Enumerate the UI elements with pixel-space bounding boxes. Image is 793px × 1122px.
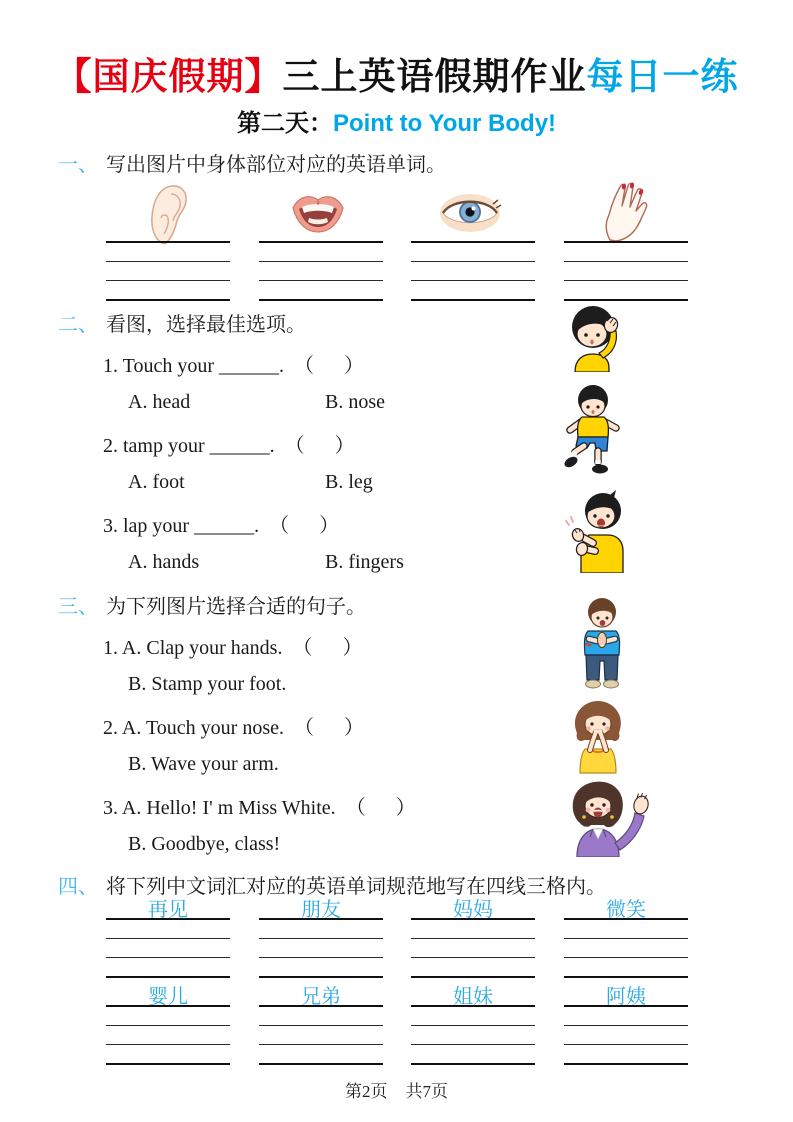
section-1-heading-text: 写出图片中身体部位对应的英语单词。 bbox=[106, 154, 446, 176]
option-b-text: B. leg bbox=[325, 471, 373, 493]
section-4-heading-text: 将下列中文词汇对应的英语单词规范地写在四线三格内。 bbox=[106, 876, 606, 898]
eye-illustration bbox=[438, 192, 502, 239]
option-a bbox=[128, 551, 199, 574]
writing-lines bbox=[411, 241, 535, 319]
writing-line bbox=[411, 280, 535, 299]
question-stem: lap your ______. bbox=[123, 515, 260, 537]
option-b-text: B. Goodbye, class! bbox=[128, 833, 281, 855]
question bbox=[103, 509, 339, 538]
question-number: 2. bbox=[103, 717, 118, 739]
boy-touching-head-illustration bbox=[566, 302, 626, 377]
option-a bbox=[128, 471, 185, 494]
mouth-illustration bbox=[289, 189, 347, 240]
teacher-waving-illustration bbox=[560, 777, 654, 862]
answer-parentheses: （ ） bbox=[292, 637, 363, 659]
answer-parentheses: （ ） bbox=[269, 515, 340, 537]
option-b-text: B. Wave your arm. bbox=[128, 753, 279, 775]
question-number: 3. bbox=[103, 797, 118, 819]
writing-line bbox=[564, 261, 688, 280]
page-footer bbox=[0, 1077, 793, 1102]
writing-line bbox=[564, 938, 688, 957]
writing-line bbox=[564, 1005, 688, 1025]
option-a-text: A. hands bbox=[128, 551, 200, 573]
writing-line bbox=[106, 938, 230, 957]
writing-line bbox=[411, 241, 535, 261]
writing-line bbox=[259, 261, 383, 280]
question-number: 2. bbox=[103, 435, 118, 457]
writing-line bbox=[106, 1044, 230, 1063]
question bbox=[103, 631, 362, 660]
option-b-text: B. nose bbox=[325, 391, 385, 413]
answer-parentheses: （ ） bbox=[345, 797, 416, 819]
section-3-marker: 三、 bbox=[58, 596, 98, 618]
subtitle-day-label: 第二天： bbox=[236, 110, 333, 137]
writing-line bbox=[259, 280, 383, 299]
subtitle-lesson-title: Point to Your Body! bbox=[332, 110, 557, 137]
writing-line bbox=[106, 1025, 230, 1044]
word-label-baby: 婴儿 bbox=[148, 986, 188, 1008]
question-stem: tamp your ______. bbox=[123, 435, 275, 457]
title-series-text: 每日一练 bbox=[586, 56, 739, 97]
girl-touching-nose-illustration bbox=[567, 697, 629, 782]
option-a-text: A. head bbox=[128, 391, 191, 413]
option-b bbox=[128, 673, 286, 696]
question-number: 1. bbox=[103, 355, 118, 377]
option-a-text: A. Touch your nose. bbox=[121, 717, 285, 739]
writing-line bbox=[259, 1005, 383, 1025]
section-2-marker: 二、 bbox=[58, 314, 98, 336]
section-1-marker: 一、 bbox=[58, 154, 98, 176]
option-a-text: A. Clap your hands. bbox=[121, 637, 283, 659]
section-2-heading-text: 看图，选择最佳选项。 bbox=[106, 314, 306, 336]
writing-line bbox=[564, 957, 688, 976]
section-3-heading-text: 为下列图片选择合适的句子。 bbox=[106, 596, 366, 618]
hand-illustration bbox=[597, 176, 651, 247]
option-b-text: B. fingers bbox=[325, 551, 404, 573]
writing-line bbox=[411, 1044, 535, 1063]
section-2-heading bbox=[58, 308, 306, 337]
writing-lines bbox=[564, 1005, 688, 1083]
section-1-heading bbox=[58, 148, 446, 177]
writing-line bbox=[106, 241, 230, 261]
section-4-marker: 四、 bbox=[58, 876, 98, 898]
page-subtitle bbox=[0, 103, 793, 138]
writing-line bbox=[411, 1025, 535, 1044]
writing-line bbox=[259, 1025, 383, 1044]
boy-stamping-foot-illustration bbox=[562, 384, 624, 479]
option-b bbox=[128, 753, 279, 776]
writing-lines bbox=[259, 1005, 383, 1083]
writing-line bbox=[411, 1005, 535, 1025]
writing-lines bbox=[411, 1005, 535, 1083]
writing-lines bbox=[106, 1005, 230, 1083]
option-b bbox=[325, 551, 404, 574]
question bbox=[103, 791, 416, 820]
option-a bbox=[128, 391, 190, 414]
writing-line bbox=[564, 241, 688, 261]
question bbox=[103, 349, 364, 378]
word-label-goodbye: 再见 bbox=[148, 899, 188, 921]
option-b bbox=[128, 833, 280, 856]
boy-clapping-hands-illustration bbox=[565, 489, 631, 578]
writing-line bbox=[259, 1044, 383, 1063]
word-label-friend: 朋友 bbox=[301, 899, 341, 921]
writing-line bbox=[411, 957, 535, 976]
question bbox=[103, 711, 364, 740]
writing-line bbox=[564, 918, 688, 938]
writing-line bbox=[564, 1044, 688, 1063]
footer-page-number: 第2页 bbox=[345, 1082, 388, 1101]
answer-parentheses: （ ） bbox=[294, 355, 364, 377]
answer-parentheses: （ ） bbox=[294, 717, 365, 739]
title-main-text: 三上英语假期作业 bbox=[282, 56, 587, 97]
question-number: 1. bbox=[103, 637, 118, 659]
writing-line bbox=[106, 280, 230, 299]
page-title bbox=[0, 46, 793, 100]
word-label-mom: 妈妈 bbox=[453, 899, 493, 921]
writing-line bbox=[259, 241, 383, 261]
option-a-text: A. foot bbox=[128, 471, 185, 493]
writing-line bbox=[106, 918, 230, 938]
writing-line bbox=[564, 280, 688, 299]
word-label-brother: 兄弟 bbox=[301, 986, 341, 1008]
writing-line bbox=[106, 957, 230, 976]
writing-line bbox=[411, 261, 535, 280]
question-stem: Touch your ______. bbox=[122, 355, 284, 377]
writing-line bbox=[259, 938, 383, 957]
writing-line bbox=[411, 938, 535, 957]
section-3-heading bbox=[58, 590, 366, 619]
boy-clasping-hands-illustration bbox=[574, 597, 630, 696]
writing-line bbox=[106, 1005, 230, 1025]
option-b bbox=[325, 471, 373, 494]
answer-parentheses: （ ） bbox=[284, 435, 355, 457]
writing-line bbox=[411, 299, 535, 319]
question bbox=[103, 429, 355, 458]
word-label-smile: 微笑 bbox=[606, 899, 646, 921]
writing-line bbox=[259, 957, 383, 976]
option-b-text: B. Stamp your foot. bbox=[128, 673, 287, 695]
writing-line bbox=[564, 1025, 688, 1044]
question-number: 3. bbox=[103, 515, 118, 537]
word-label-aunt: 阿姨 bbox=[606, 986, 646, 1008]
word-label-sister: 姐妹 bbox=[453, 986, 493, 1008]
writing-line bbox=[259, 918, 383, 938]
writing-line bbox=[106, 261, 230, 280]
title-holiday-tag: 【国庆假期】 bbox=[54, 56, 283, 97]
option-a-text: A. Hello! I' m Miss White. bbox=[121, 797, 336, 819]
writing-line bbox=[411, 918, 535, 938]
option-b bbox=[325, 391, 385, 414]
footer-total-pages: 共7页 bbox=[405, 1082, 448, 1101]
